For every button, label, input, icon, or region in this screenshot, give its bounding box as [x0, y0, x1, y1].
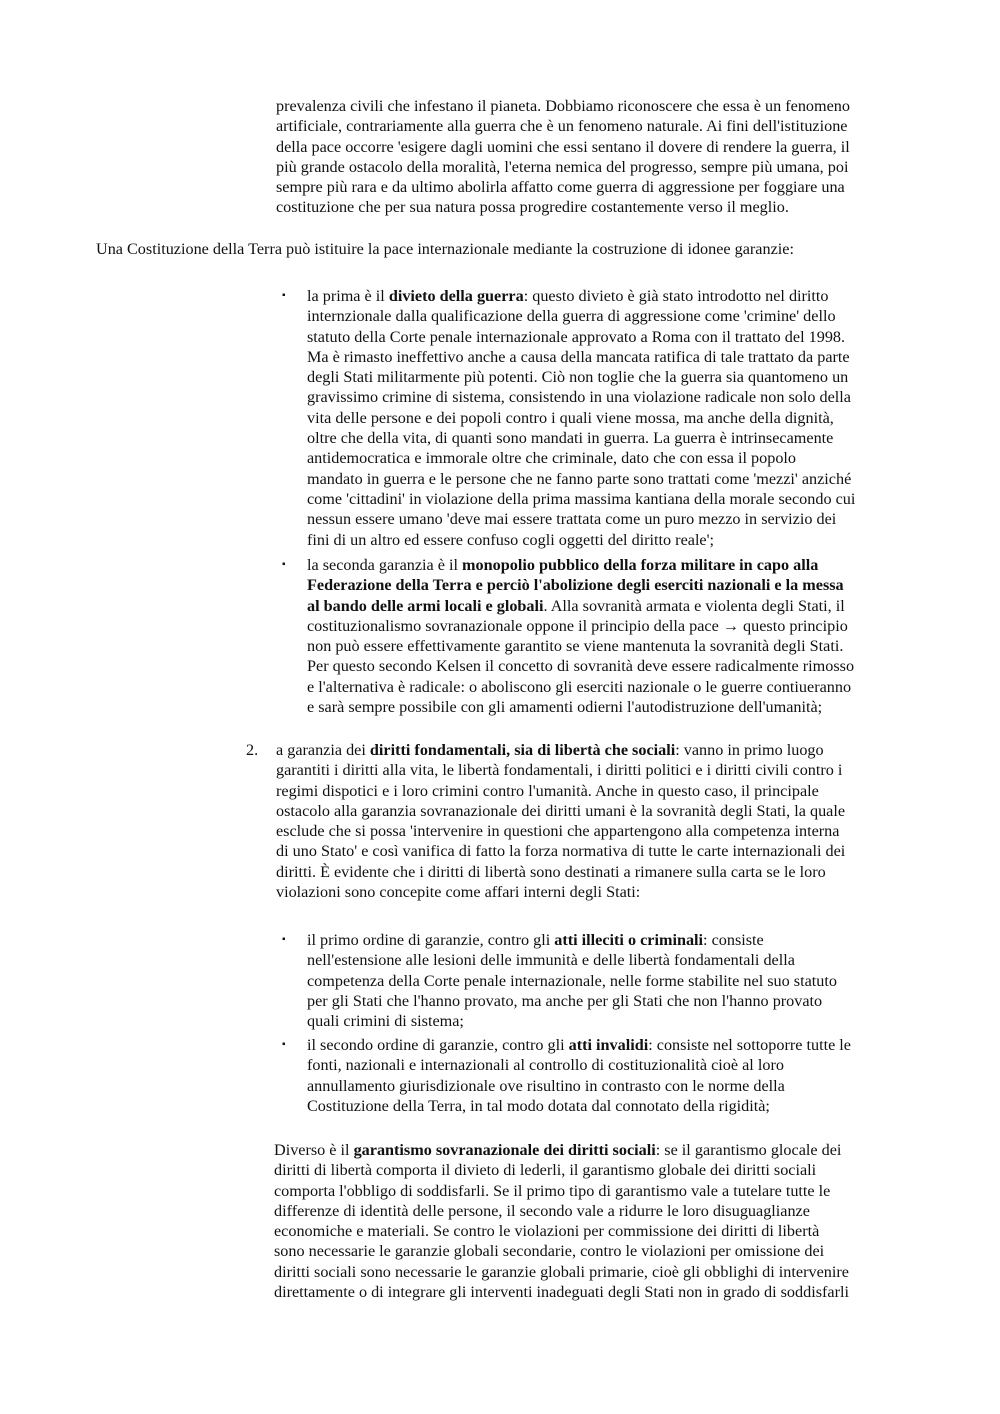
- text-line: e l'alternativa è radicale: o aboliscono gli eserciti nazionale o le guerre contiueranno: [307, 677, 852, 696]
- text-line: comporta l'obbligo di soddisfarli. Se il primo tipo di garantismo vale a tutelare tutte le: [274, 1181, 831, 1200]
- text-line: annullamento giurisdizionale ove risultino in contrasto con le norme della: [307, 1076, 785, 1095]
- text-line: non può essere effettivamente garantito se viene mantenuta la sovranità degli Stati.: [307, 637, 844, 656]
- bullet-marker-icon: ▪: [282, 1039, 286, 1050]
- text-line: Per questo secondo Kelsen il concetto di sovranità deve essere radicalmente rimosso: [307, 657, 855, 676]
- text-line: e sarà sempre possibile con gli amamenti odierni l'autodistruzione dell'umanità;: [307, 698, 823, 717]
- bold-term: al bando delle armi locali e globali: [307, 596, 544, 615]
- peace-guarantee-item: [307, 555, 927, 717]
- bullet-marker-icon: ▪: [282, 934, 286, 945]
- text-line: economiche e materiali. Se contro le violazioni per commissione dei diritti di libertà: [274, 1222, 820, 1241]
- text-line: direttamente o di integrare gli interventi inadeguati degli Stati non in grado di soddisfarli: [274, 1283, 849, 1302]
- text-line: violazioni sono concepite come affari interni degli Stati:: [276, 883, 641, 902]
- intro-paragraph: [276, 96, 916, 218]
- text-line: Costituzione della Terra, in tal modo dotata dal connotato della rigidità;: [307, 1096, 770, 1115]
- text-line: al bando delle armi locali e globali. Alla sovranità armata e violenta degli Stati, il: [307, 596, 845, 615]
- text-line: ostacolo alla garanzia sovranazionale dei diritti umani è la sovranità degli Stati, la quale: [276, 801, 846, 820]
- text-line: degli Stati militarmente più potenti. Ciò non toglie che la guerra sia quantomeno un: [307, 368, 849, 387]
- bold-term: diritti fondamentali, sia di libertà che sociali: [369, 741, 676, 759]
- bold-term: divieto della guerra: [388, 287, 524, 305]
- text-line: esclude che si possa 'intervenire in questioni che appartengono alla competenza interna: [276, 822, 840, 841]
- lead-sentence: Una Costituzione della Terra può istituire la pace internazionale mediante la costruzione di idonee garanzie:: [96, 240, 794, 258]
- text-line: di uno Stato' e così vanifica di fatto la forza normativa di tutte le carte internazionali dei: [276, 842, 846, 861]
- rights-guarantee-item: [307, 930, 927, 1031]
- text-line: differenze di identità delle persone, il secondo vale a ridurre le loro disuguaglianze: [274, 1201, 810, 1220]
- text-line: come 'cittadini' in violazione della prima massima kantiana della morale secondo cui: [307, 489, 856, 508]
- bold-term: monopolio pubblico della forza militare in capo alla: [462, 556, 819, 574]
- bold-term: atti invalidi: [568, 1036, 649, 1054]
- text-line: competenza della Corte penale internazionale, nelle forme stabilite nel suo statuto: [307, 971, 837, 990]
- peace-guarantee-item: [307, 286, 927, 550]
- text-line: gravissimo crimine di sistema, consistendo in una violazione radicale non solo della: [307, 388, 851, 407]
- text-line: artificiale, contrariamente alla guerra che è un fenomeno naturale. Ai fini dell'istituzione: [276, 117, 848, 136]
- text-line: più grande ostacolo della moralità, l'eterna nemica del progresso, sempre più umana, poi: [276, 157, 849, 176]
- text-line: antidemocratica e immorale oltre che criminale, dato che con essa il popolo: [307, 449, 797, 468]
- text-line: della pace occorre 'esigere dagli uomini che essi sentano il dovere di rendere la guerra, il: [276, 137, 850, 156]
- bullet-marker-icon: ▪: [282, 559, 286, 570]
- text-line: regimi dispotici e i loro crimini contro l'umanità. Anche in questo caso, il principale: [276, 781, 819, 800]
- text-line: a garanzia dei diritti fondamentali, sia di libertà che sociali: vanno in primo luogo: [276, 741, 824, 759]
- text-line: il secondo ordine di garanzie, contro gli atti invalidi: consiste nel sottoporre tutte le: [307, 1036, 851, 1054]
- text-line: costituzionalismo sovranazionale oppone il principio della pace → questo principio: [307, 616, 848, 635]
- list-number: 2.: [246, 741, 259, 759]
- text-line: nessun essere umano 'deve mai essere trattata come un puro mezzo in servizio dei: [307, 510, 837, 529]
- text-line: internzionale dalla qualificazione della guerra di aggressione come 'crimine' dello: [307, 307, 836, 326]
- rights-guarantee-item: [307, 1035, 927, 1116]
- text-line: fini di un altro ed essere confuso cogli oggetti del diritto reale';: [307, 530, 715, 549]
- text-line: per gli Stati che l'hanno provato, ma anche per gli Stati che non l'hanno provato: [307, 991, 823, 1010]
- text-line: quali crimini di sistema;: [307, 1012, 464, 1031]
- text-line: garantiti i diritti alla vita, le libertà fondamentali, i diritti politici e i diritti civili contro i: [276, 761, 843, 780]
- text-line: sempre più rara e da ultimo abolirla affatto come guerra di aggressione per foggiare una: [276, 178, 845, 197]
- text-line: prevalenza civili che infestano il pianeta. Dobbiamo riconoscere che essa è un fenomeno: [276, 97, 850, 115]
- text-line: sono necessarie le garanzie globali secondarie, contro le violazioni per omissione dei: [274, 1242, 825, 1261]
- text-line: oltre che della vita, di quanti sono mandati in guerra. La guerra è intrinsecamente: [307, 429, 834, 448]
- numbered-list-item: [276, 740, 926, 902]
- text-line: diritti. È evidente che i diritti di libertà sono destinati a rimanere sulla carta se le loro: [276, 862, 826, 881]
- text-line: mandato in guerra e le persone che ne fanno parte sono trattati come 'mezzi' anziché: [307, 469, 852, 488]
- bold-term: atti illeciti o criminali: [554, 931, 704, 949]
- text-line: diritti di libertà comporta il divieto di lederli, il garantismo globale dei diritti sociali: [274, 1161, 817, 1180]
- text-line: la seconda garanzia è il monopolio pubblico della forza militare in capo alla: [307, 556, 819, 574]
- text-line: statuto della Corte penale internazionale approvato a Roma con il trattato del 1998.: [307, 327, 846, 346]
- text-line: fonti, nazionali e internazionali al controllo di costituzionalità cioè al loro: [307, 1056, 784, 1075]
- text-line: [307, 575, 927, 595]
- text-line: nell'estensione alle lesioni delle immunità e delle libertà fondamentali della: [307, 951, 795, 970]
- bold-term: garantismo sovranazionale dei diritti sociali: [353, 1141, 656, 1159]
- text-line: la prima è il divieto della guerra: questo divieto è già stato introdotto nel diritto: [307, 287, 829, 305]
- bold-term: Federazione della Terra e perciò l'abolizione degli eserciti nazionali e la messa: [307, 576, 844, 595]
- text-line: diritti sociali sono necessarie le garanzie globali primarie, cioè gli obblighi di intervenire: [274, 1262, 849, 1281]
- text-line: il primo ordine di garanzie, contro gli atti illeciti o criminali: consiste: [307, 931, 764, 949]
- text-line: Ma è rimasto ineffettivo anche a causa della mancata ratifica di tale trattato da parte: [307, 347, 850, 366]
- text-line: Diverso è il garantismo sovranazionale dei diritti sociali: se il garantismo glocale dei: [274, 1141, 842, 1159]
- social-rights-paragraph: [274, 1140, 924, 1302]
- text-line: vita delle persone e dei popoli contro i quali viene mossa, ma anche della dignità,: [307, 408, 834, 427]
- bullet-marker-icon: ▪: [282, 290, 286, 301]
- text-line: costituzione che per sua natura possa progredire costantemente verso il meglio.: [276, 198, 789, 217]
